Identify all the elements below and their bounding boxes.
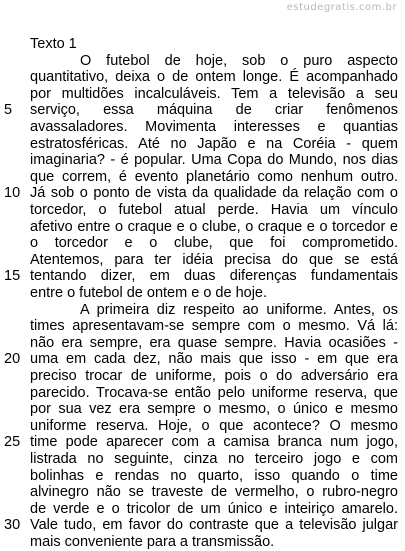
line-number: 30 <box>4 517 21 534</box>
text-line: mais conveniente para a transmissão. <box>30 534 275 550</box>
text-line: uniforme reserva. Hoje, o que acontece? O mesmo <box>30 417 398 434</box>
line-number: 15 <box>4 268 21 285</box>
line-number: 25 <box>4 434 21 451</box>
text-line: A primeira diz respeito ao uniforme. Antes, os <box>80 301 398 318</box>
text-line: Vale tudo, em favor do contraste que a televisão julgar <box>30 517 398 534</box>
text-line: tentando dizer, em duas diferenças fundamentais <box>30 268 398 285</box>
text-line: listrada no seguinte, cinza no terceiro jogo e com <box>30 451 398 467</box>
site-watermark: estudegratis.com.br <box>286 2 397 13</box>
text-line: bolinhas e rendas no quarto, isso quando o time <box>30 467 398 484</box>
text-line: afetivo entre o craque e o clube, o craque e o torcedor e <box>30 218 398 235</box>
text-line: que correm, é evento planetário como nenhum outro. <box>30 168 398 185</box>
text-line: estratosféricas. Até no Japão e na Coréia - quem <box>30 135 398 152</box>
text-line: avassaladores. Movimenta interesses e quantias <box>30 119 398 135</box>
text-line: time pode aparecer com a camisa branca num jogo, <box>30 434 398 451</box>
text-line: quantitativo, deixa o de ontem longe. É acompanhado <box>30 69 398 86</box>
text-title: Texto 1 <box>30 36 77 52</box>
text-line: de verde e o tricolor de um único e inteiriço amarelo. <box>30 500 398 517</box>
text-line: Atentemos, para ter idéia precisa do que se está <box>30 251 398 268</box>
text-line: times apresentavam-se sempre com o mesmo. Vá lá: <box>30 318 398 335</box>
text-line: o torcedor e o clube, que foi comprometido. <box>30 235 398 252</box>
line-number: 5 <box>4 102 13 119</box>
text-line: alvinegro não se traveste de vermelho, o rubro-negro <box>30 484 398 501</box>
text-line: O futebol de hoje, sob o puro aspecto <box>80 52 398 69</box>
text-line: entre o futebol de ontem e o de hoje. <box>30 285 268 301</box>
text-line: serviço, essa máquina de criar fenômenos <box>30 102 398 119</box>
text-line: por multidões incalculáveis. Tem a televisão a seu <box>30 85 398 102</box>
text-line: uma em cada dez, não mais que isso - em que era <box>30 351 398 368</box>
text-line: por sua vez era sempre o mesmo, o único e mesmo <box>30 401 398 418</box>
text-line: não era sempre, era quase sempre. Havia ocasiões - <box>30 334 398 351</box>
text-line: Já sob o ponto de vista da qualidade da relação com o <box>30 185 398 202</box>
text-line: torcedor, o futebol atual perde. Havia um vínculo <box>30 202 398 218</box>
line-number: 20 <box>4 351 21 368</box>
text-line: imaginaria? - é popular. Uma Copa do Mundo, nos dias <box>30 152 398 169</box>
text-line: preciso trocar de uniforme, pois o do adversário era <box>30 368 398 384</box>
text-line: parecido. Trocava-se então pelo uniforme reserva, que <box>30 384 398 401</box>
line-number: 10 <box>4 185 21 202</box>
